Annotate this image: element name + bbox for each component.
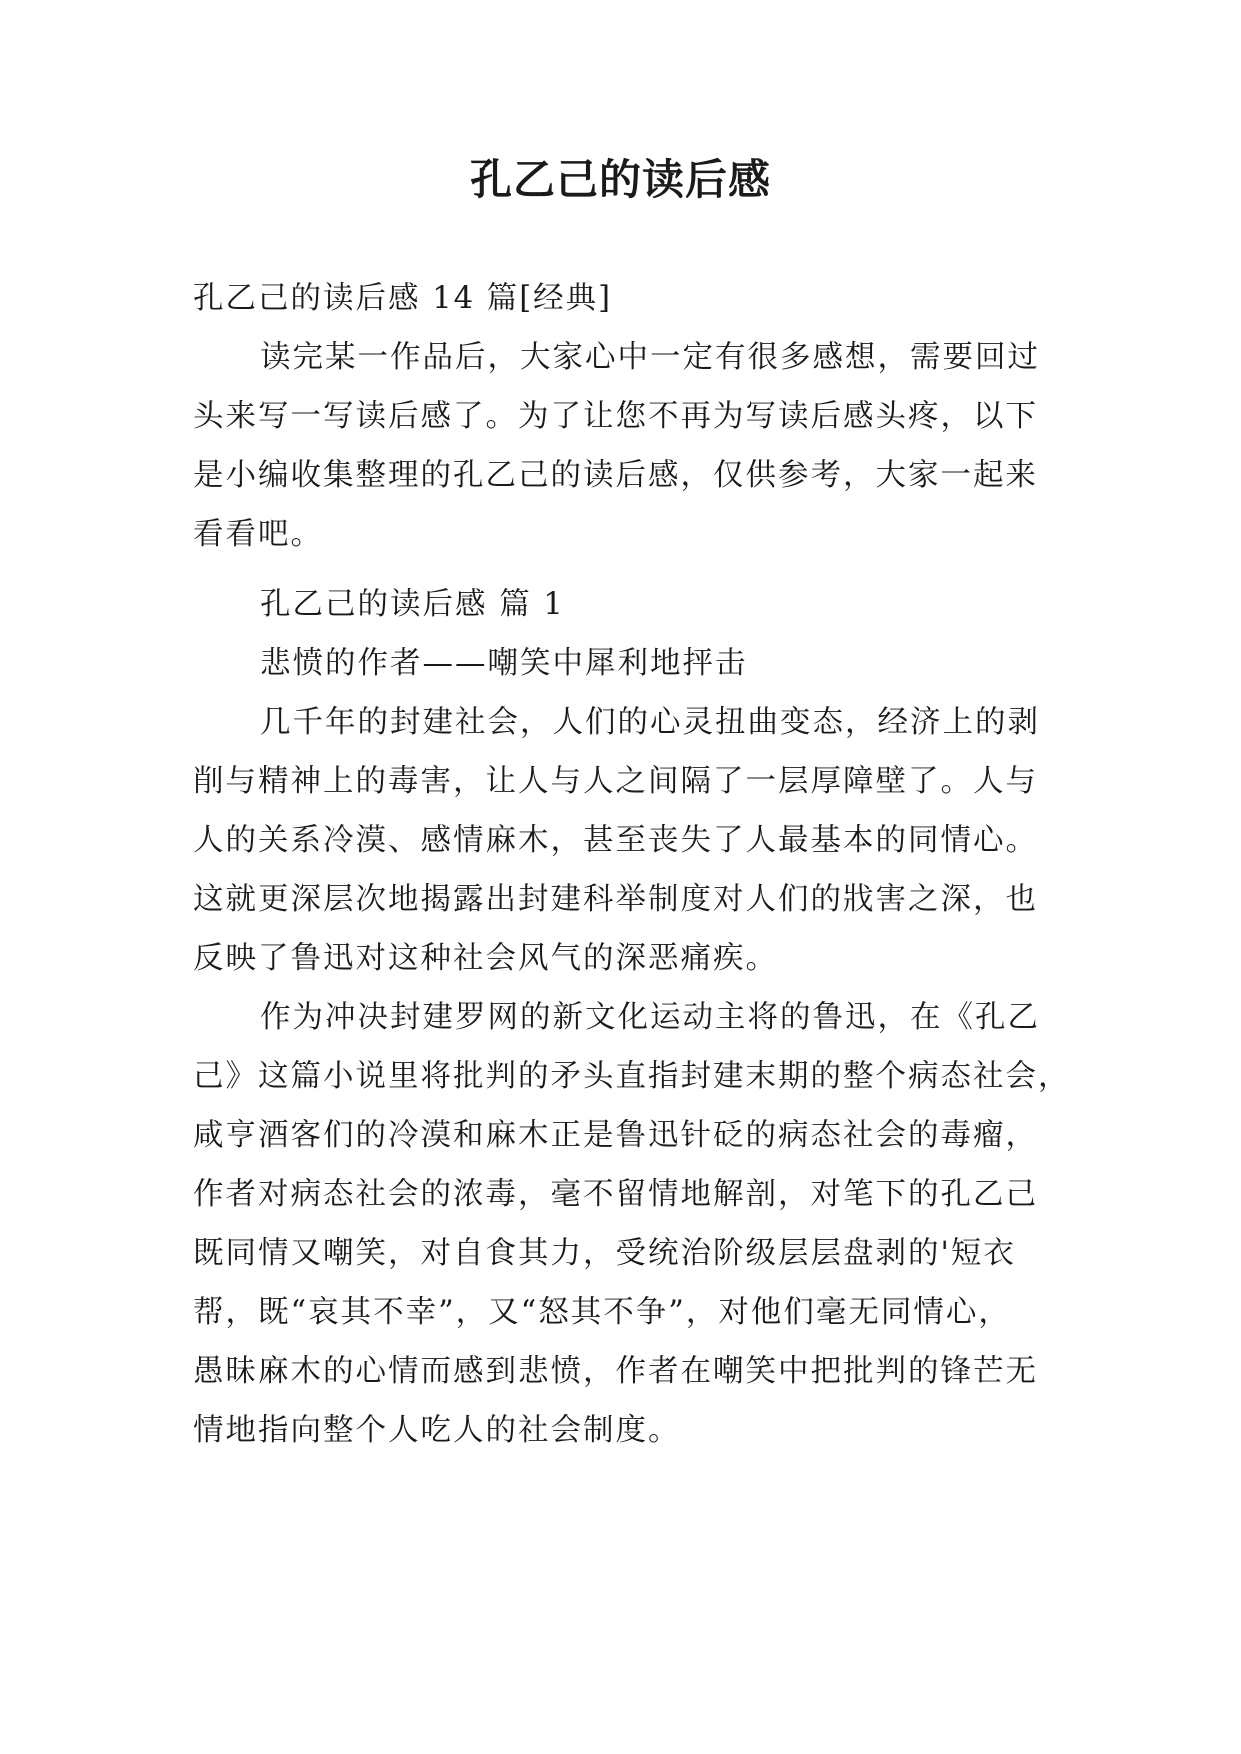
intro-line: 读完某一作品后，大家心中一定有很多感想，需要回过	[260, 340, 1040, 375]
intro-paragraph	[193, 328, 1053, 564]
paragraph-line: 情地指向整个人吃人的社会制度。	[193, 1413, 681, 1448]
intro-line: 是小编收集整理的孔乙己的读后感，仅供参考，大家一起来	[193, 458, 1038, 493]
document-subtitle: 孔乙己的读后感 14 篇[经典]	[193, 281, 612, 316]
paragraph-line: 这就更深层次地揭露出封建科举制度对人们的戕害之深，也	[193, 882, 1038, 917]
intro-line: 看看吧。	[193, 517, 323, 552]
paragraph-line: 人的关系冷漠、感情麻木，甚至丧失了人最基本的同情心。	[193, 823, 1038, 858]
paragraph-line: 愚昧麻木的心情而感到悲愤，作者在嘲笑中把批判的锋芒无	[193, 1354, 1038, 1389]
paragraph-line: 削与精神上的毒害，让人与人之间隔了一层厚障壁了。人与	[193, 764, 1038, 799]
paragraph-1	[193, 693, 1053, 988]
paragraph-line: 反映了鲁迅对这种社会风气的深恶痛疾。	[193, 941, 778, 976]
paragraph-line: 己》这篇小说里将批判的矛头直指封建末期的整个病态社会，	[193, 1059, 1071, 1094]
intro-line: 头来写一写读后感了。为了让您不再为写读后感头疼，以下	[193, 399, 1038, 434]
paragraph-line: 作为冲决封建罗网的新文化运动主将的鲁迅，在《孔乙	[260, 1000, 1040, 1035]
document-subtitle-block	[193, 269, 1053, 328]
paragraph-2	[193, 988, 1071, 1460]
paragraph-line: 咸亨酒客们的冷漠和麻木正是鲁迅针砭的病态社会的毒瘤，	[193, 1118, 1038, 1153]
section1-header-block	[193, 575, 1053, 693]
section-heading: 孔乙己的读后感 篇 1	[260, 587, 565, 622]
paragraph-line: 几千年的封建社会，人们的心灵扭曲变态，经济上的剥	[260, 705, 1040, 740]
paragraph-line: 既同情又嘲笑，对自食其力，受统治阶级层层盘剥的'短衣	[193, 1236, 1016, 1271]
section-subheading: 悲愤的作者——嘲笑中犀利地抨击	[260, 646, 748, 681]
document-title: 孔乙己的读后感	[469, 155, 771, 204]
paragraph-line: 作者对病态社会的浓毒，毫不留情地解剖，对笔下的孔乙己	[193, 1177, 1038, 1212]
paragraph-line: 帮，既“哀其不幸”，又“怒其不争”，对他们毫无同情心，	[193, 1295, 1011, 1330]
